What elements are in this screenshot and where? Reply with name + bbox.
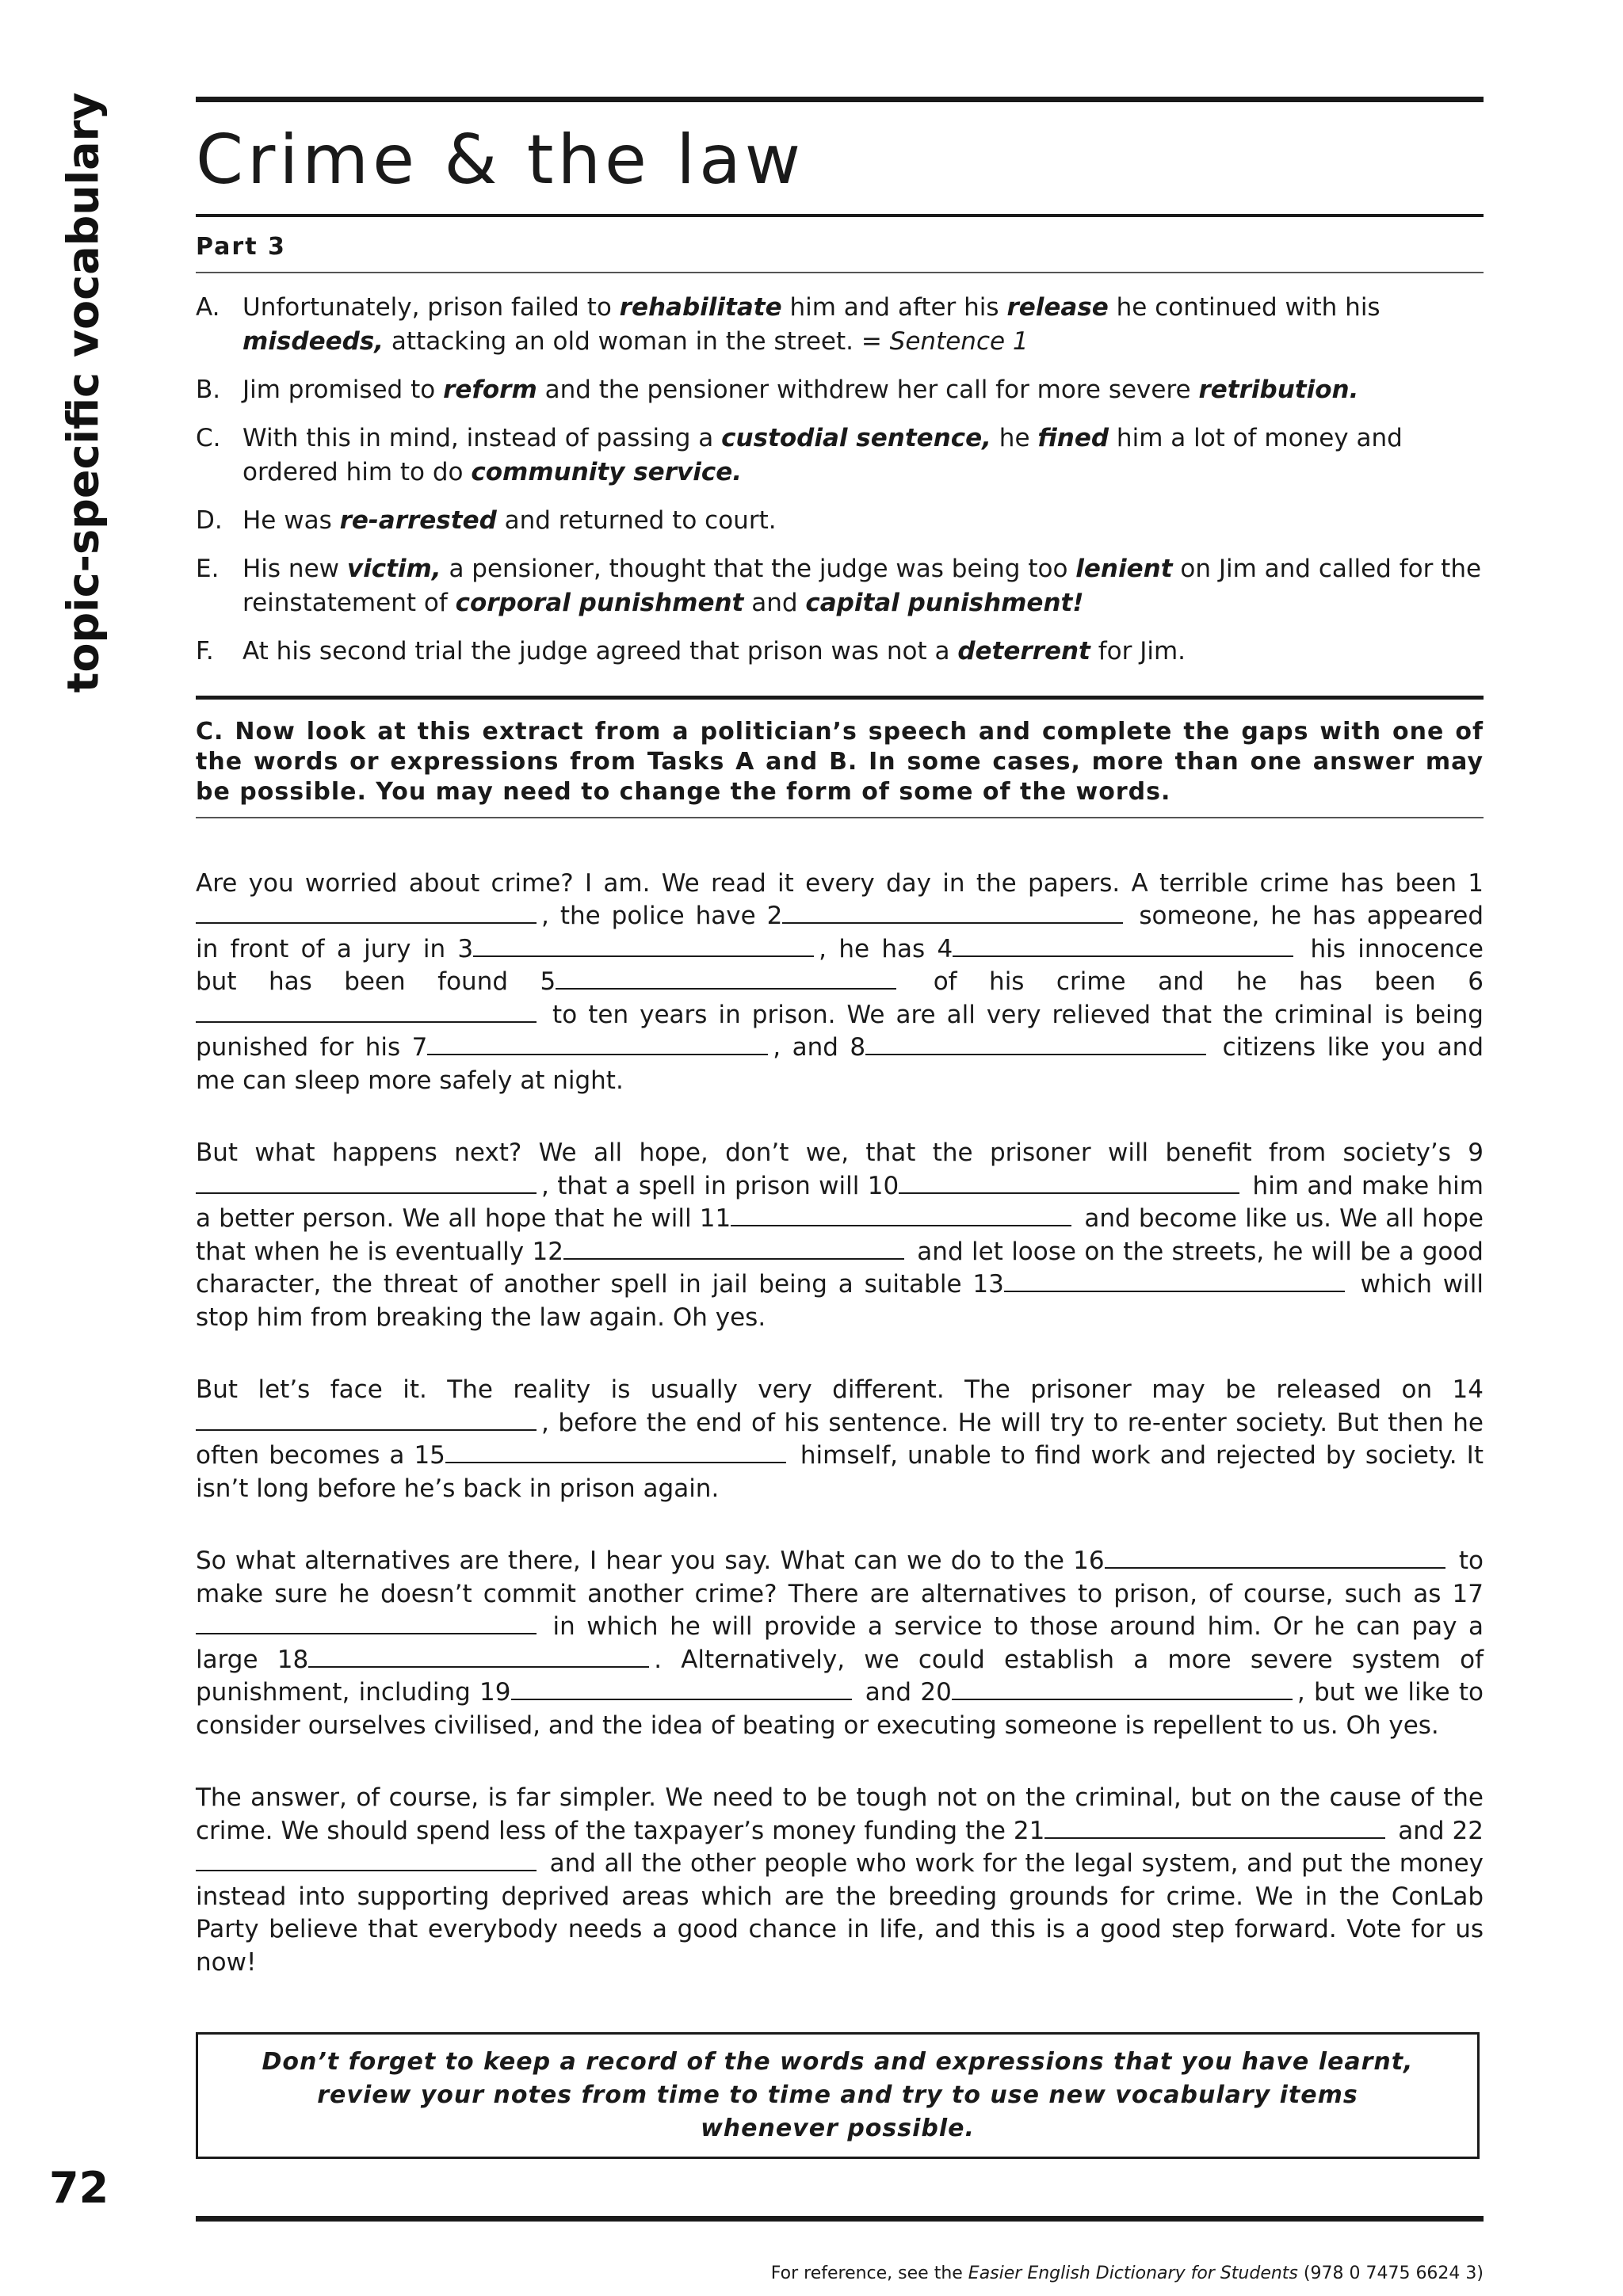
key-term: capital punishment!: [805, 588, 1084, 617]
gap-8[interactable]: [865, 1033, 1206, 1055]
speech-paragraph: [196, 1545, 1484, 1742]
task-instruction: C. Now look at this extract from a politician’s speech and complete the gaps with one of the words or expressions from Tasks A and B. In some cases, more than one answer may be possible. You may need to change the form of some of the words.: [196, 717, 1484, 806]
footer-prefix: For reference, see the: [770, 2264, 968, 2283]
gap-19[interactable]: [511, 1678, 852, 1700]
gap-2[interactable]: [782, 902, 1123, 924]
passage-text: , he has 4: [819, 934, 953, 963]
speech-paragraph: [196, 1374, 1484, 1505]
sentence-item: [196, 635, 1484, 669]
gap-20[interactable]: [952, 1678, 1293, 1700]
sentence-text: [242, 552, 1484, 620]
passage-text: , the police have 2: [541, 902, 783, 931]
gap-14[interactable]: [196, 1409, 537, 1431]
key-term: rehabilitate: [619, 292, 782, 322]
part-label: Part 3: [196, 232, 286, 261]
passage-text: Are you worried about crime? I am. We read it every day in the papers. A terrible crime has been 1: [196, 868, 1484, 898]
main-content: [196, 97, 1484, 2019]
sentence-text: [242, 635, 1484, 669]
passage-text: someone, he has appeared in front of a jury in 3: [196, 902, 1484, 963]
key-term: custodial sentence,: [721, 423, 991, 452]
speech-passage: [196, 868, 1484, 1980]
passage-text: of his crime and he has been 6: [901, 967, 1484, 997]
key-term: corporal punishment: [455, 588, 744, 617]
sentence-fragment: and the pensioner withdrew her call for more severe: [537, 375, 1199, 404]
key-term: fined: [1037, 423, 1109, 452]
passage-text: citizens like you and me can sleep more safely at night.: [196, 1033, 1484, 1095]
sentence-item: [196, 421, 1484, 490]
speech-paragraph: [196, 868, 1484, 1098]
gap-1[interactable]: [196, 902, 537, 924]
passage-text: , before the end of his sentence. He will try to re-enter society. But then he often becomes a 15: [196, 1408, 1484, 1470]
sentence-fragment: and returned to court.: [496, 505, 777, 535]
sentence-fragment: him a lot of money and ordered him to do: [242, 423, 1403, 486]
key-term: re-arrested: [339, 505, 497, 535]
gap-10[interactable]: [899, 1172, 1239, 1194]
passage-text: his innocence but has been found 5: [196, 934, 1484, 997]
sentence-letter: F.: [196, 636, 214, 666]
title-rule: [196, 214, 1484, 217]
sentence-fragment: With this in mind, instead of passing a: [242, 423, 722, 452]
sentence-letter: A.: [196, 292, 220, 322]
key-term: reform: [443, 375, 537, 404]
part-rule: [196, 272, 1484, 273]
passage-text: But let’s face it. The reality is usually very different. The prisoner may be released on 14: [196, 1375, 1484, 1405]
sentence-fragment: he: [991, 423, 1038, 452]
passage-text: . Alternatively, we could establish a more severe system of punishment, including 19: [196, 1645, 1484, 1707]
sentence-fragment: attacking an old woman in the street. =: [384, 326, 890, 356]
gap-21[interactable]: [1044, 1817, 1385, 1839]
passage-text: himself, unable to find work and rejected by society. It isn’t long before he’s back in prison again.: [196, 1441, 1484, 1503]
sentence-fragment: Jim promised to: [242, 375, 444, 404]
speech-paragraph: [196, 1782, 1484, 1979]
gap-17[interactable]: [196, 1612, 537, 1634]
passage-text: , but we like to consider ourselves civilised, and the idea of beating or executing someone is repellent to us. Oh yes.: [196, 1678, 1484, 1740]
sentence-letter: B.: [196, 375, 221, 404]
passage-text: So what alternatives are there, I hear you say. What can we do to the 16: [196, 1547, 1105, 1576]
gap-22[interactable]: [196, 1849, 537, 1871]
sentence-item: [196, 373, 1484, 407]
sentence-item: [196, 552, 1484, 620]
sentence-text: [242, 373, 1484, 407]
gap-5[interactable]: [556, 967, 896, 990]
sentence-fragment: for Jim.: [1090, 636, 1186, 666]
bottom-rule: [196, 2216, 1484, 2222]
key-term: release: [1006, 292, 1109, 322]
key-term: lenient: [1075, 554, 1173, 583]
sentence-letter: E.: [196, 554, 220, 583]
passage-text: , and 8: [773, 1033, 866, 1062]
key-term: retribution.: [1198, 375, 1359, 404]
gap-4[interactable]: [953, 935, 1293, 957]
gap-3[interactable]: [473, 935, 814, 957]
gap-18[interactable]: [308, 1646, 649, 1668]
sentence-fragment: He was: [242, 505, 340, 535]
reminder-box: [196, 2032, 1480, 2159]
key-term: community service.: [471, 457, 743, 486]
passage-text: him and make him a better person. We all hope that he will 11: [196, 1171, 1484, 1234]
passage-text: and let loose on the streets, he will be a good character, the threat of another spell in jail being a suitable 13: [196, 1237, 1484, 1299]
key-term: misdeeds,: [242, 326, 384, 356]
section-side-label-text: topic-specific vocabulary: [58, 92, 109, 692]
passage-text: in which he will provide a service to those around him. Or he can pay a large 18: [196, 1612, 1484, 1674]
passage-text: and 22: [1390, 1816, 1484, 1845]
gap-15[interactable]: [445, 1441, 786, 1463]
speech-paragraph: [196, 1137, 1484, 1334]
passage-text: to ten years in prison. We are all very relieved that the criminal is being punished for his 7: [196, 1000, 1484, 1062]
sentence-fragment: and: [743, 588, 806, 617]
gap-16[interactable]: [1105, 1547, 1445, 1569]
gap-6[interactable]: [196, 1001, 537, 1023]
passage-text: and become like us. We all hope that when he is eventually 12: [196, 1204, 1484, 1266]
reminder-text: Don’t forget to keep a record of the words and expressions that you have learnt, review your notes from time to time and try to use new vocabulary items whenever possible.: [262, 2048, 1414, 2142]
sentence-text: [242, 504, 1484, 538]
passage-text: and 20: [856, 1678, 952, 1707]
key-term: deterrent: [957, 636, 1090, 666]
sentence-fragment: on Jim and called for the reinstatement of: [242, 554, 1482, 617]
sentence-letter: C.: [196, 423, 221, 452]
sentence-reference: Sentence 1: [889, 326, 1029, 356]
sentence-fragment: a pensioner, thought that the judge was being too: [441, 554, 1076, 583]
passage-text: But what happens next? We all hope, don’t we, that the prisoner will benefit from society’s 9: [196, 1138, 1484, 1168]
sentence-fragment: His new: [242, 554, 347, 583]
instruction-top-rule: [196, 696, 1484, 700]
sentence-item: [196, 504, 1484, 538]
passage-text: The answer, of course, is far simpler. We need to be tough not on the criminal, but on the cause of the crime. We should spend less of the taxpayer’s money funding the 21: [196, 1783, 1484, 1845]
footer-suffix: (978 0 7475 6624 3): [1297, 2264, 1484, 2283]
passage-text: to make sure he doesn’t commit another crime? There are alternatives to prison, of course, such as 17: [196, 1547, 1484, 1608]
gap-12[interactable]: [563, 1238, 904, 1260]
sentence-fragment: Unfortunately, prison failed to: [242, 292, 620, 322]
sentence-fragment: he continued with his: [1108, 292, 1381, 322]
sentence-text: [242, 421, 1484, 490]
sentence-fragment: him and after his: [781, 292, 1007, 322]
sentence-list: [196, 291, 1484, 669]
page-number: 72: [49, 2163, 109, 2213]
reference-footer: [771, 2264, 1484, 2283]
passage-text: , that a spell in prison will 10: [541, 1171, 899, 1200]
page-title: Crime & the law: [196, 120, 805, 200]
sentence-letter: D.: [196, 505, 223, 535]
gap-13[interactable]: [1004, 1270, 1345, 1292]
instruction-bottom-rule: [196, 817, 1484, 818]
passage-text: which will stop him from breaking the law again. Oh yes.: [196, 1270, 1484, 1332]
top-rule: [196, 97, 1484, 102]
gap-7[interactable]: [427, 1033, 768, 1055]
gap-11[interactable]: [731, 1204, 1071, 1226]
sentence-fragment: At his second trial the judge agreed that prison was not a: [242, 636, 958, 666]
footer-book-title: Easier English Dictionary for Students: [968, 2264, 1298, 2283]
sentence-text: [242, 291, 1484, 359]
sentence-item: [196, 291, 1484, 359]
section-side-label: [48, 92, 119, 692]
passage-text: and all the other people who work for the legal system, and put the money instead into supporting deprived areas which are the breeding grounds for crime. We in the ConLab Party believe that everybody needs a good chance in life, and this is a good step forward. Vote for us now!: [196, 1849, 1484, 1977]
gap-9[interactable]: [196, 1172, 537, 1194]
key-term: victim,: [346, 554, 441, 583]
